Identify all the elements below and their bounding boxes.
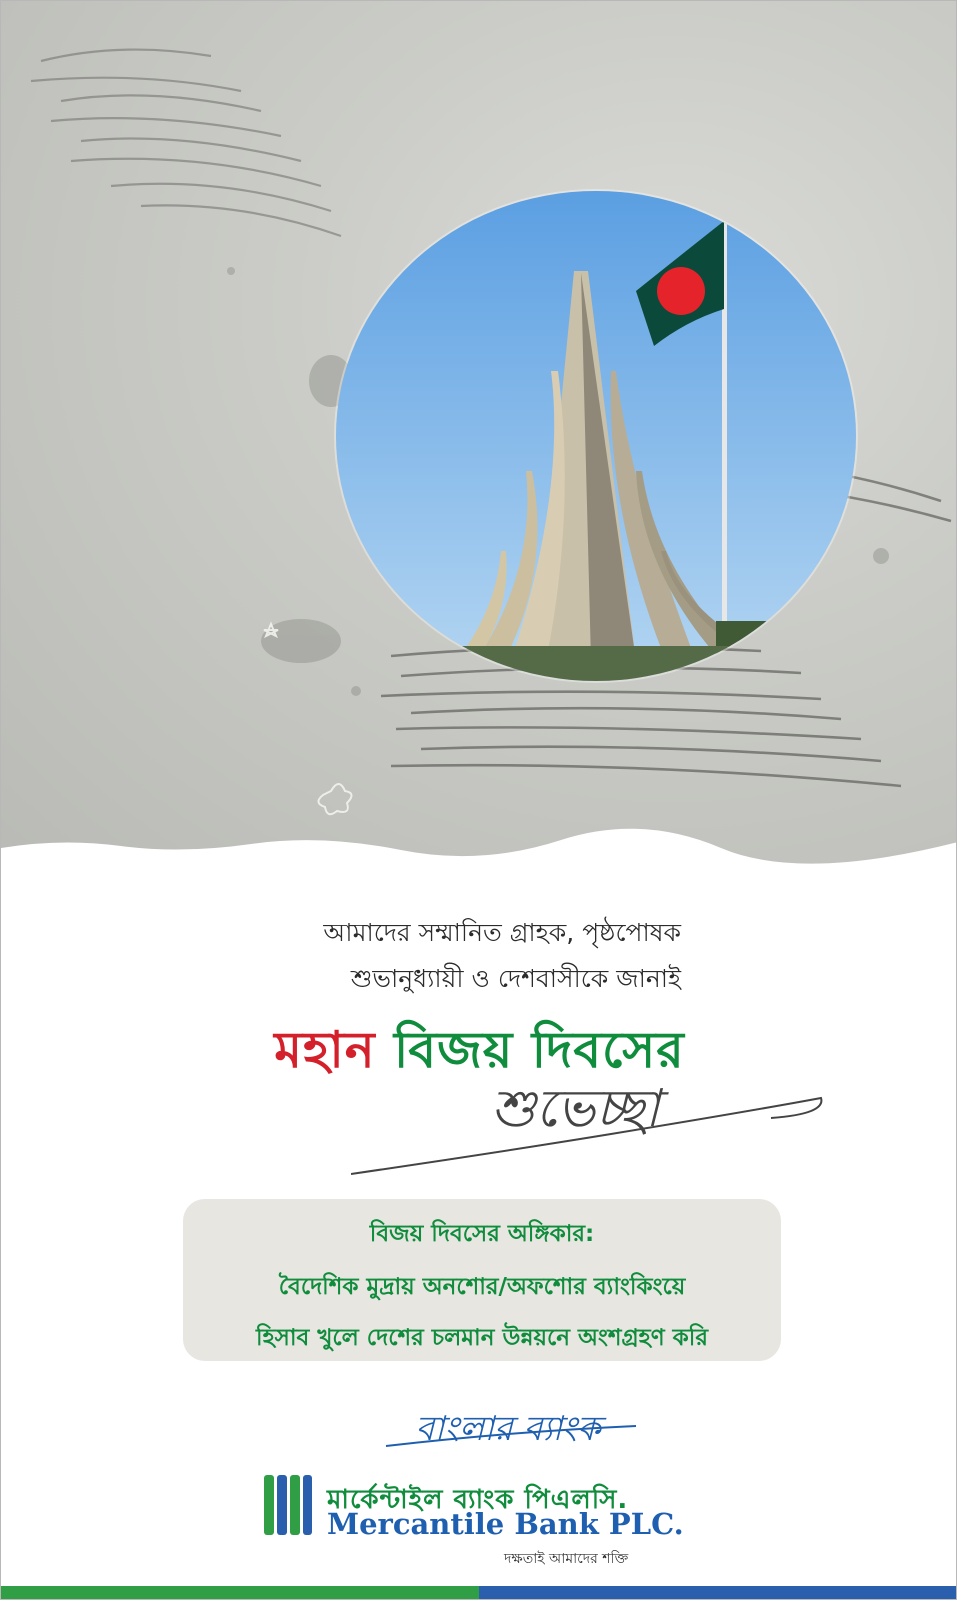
greeting-line-2: শুভানুধ্যায়ী ও দেশবাসীকে জানাই (350, 964, 681, 993)
bank-logo-icon (264, 1475, 312, 1535)
pledge-line-2: হিসাব খুলে দেশের চলমান উন্নয়নে অংশগ্রহণ করি (255, 1325, 709, 1351)
bank-tagline: দক্ষতাই আমাদের শক্তি (504, 1551, 629, 1567)
bank-name-english: Mercantile Bank PLC. (327, 1507, 684, 1541)
slogan: বাংলার ব্যাংক (415, 1409, 601, 1449)
pledge-line-1: বৈদেশিক মুদ্রায় অনশোর/অফশোর ব্যাংকিংয়ে (278, 1274, 686, 1300)
footer-stripe-green (1, 1586, 479, 1600)
footer-stripe-blue (479, 1586, 957, 1600)
national-memorial-photo (336, 191, 856, 681)
script-word: শুভেচ্ছা (491, 1079, 660, 1139)
greeting-line-1: আমাদের সম্মানিত গ্রাহক, পৃষ্ঠপোষক (323, 918, 681, 947)
script-word-calligraphy (351, 1056, 841, 1186)
bank-name-bengali: মার্কেন্টাইল ব্যাংক পিএলসি. (327, 1485, 629, 1515)
pledge-title: বিজয় দিবসের অঙ্গিকার: (369, 1221, 595, 1247)
pledge-box (183, 1199, 781, 1361)
torn-paper-edge (1, 826, 957, 876)
hero-texture (1, 1, 957, 871)
headline-green-words: বিজয় দিবসের (394, 1021, 685, 1079)
headline-red-word: মহান (274, 1021, 376, 1079)
